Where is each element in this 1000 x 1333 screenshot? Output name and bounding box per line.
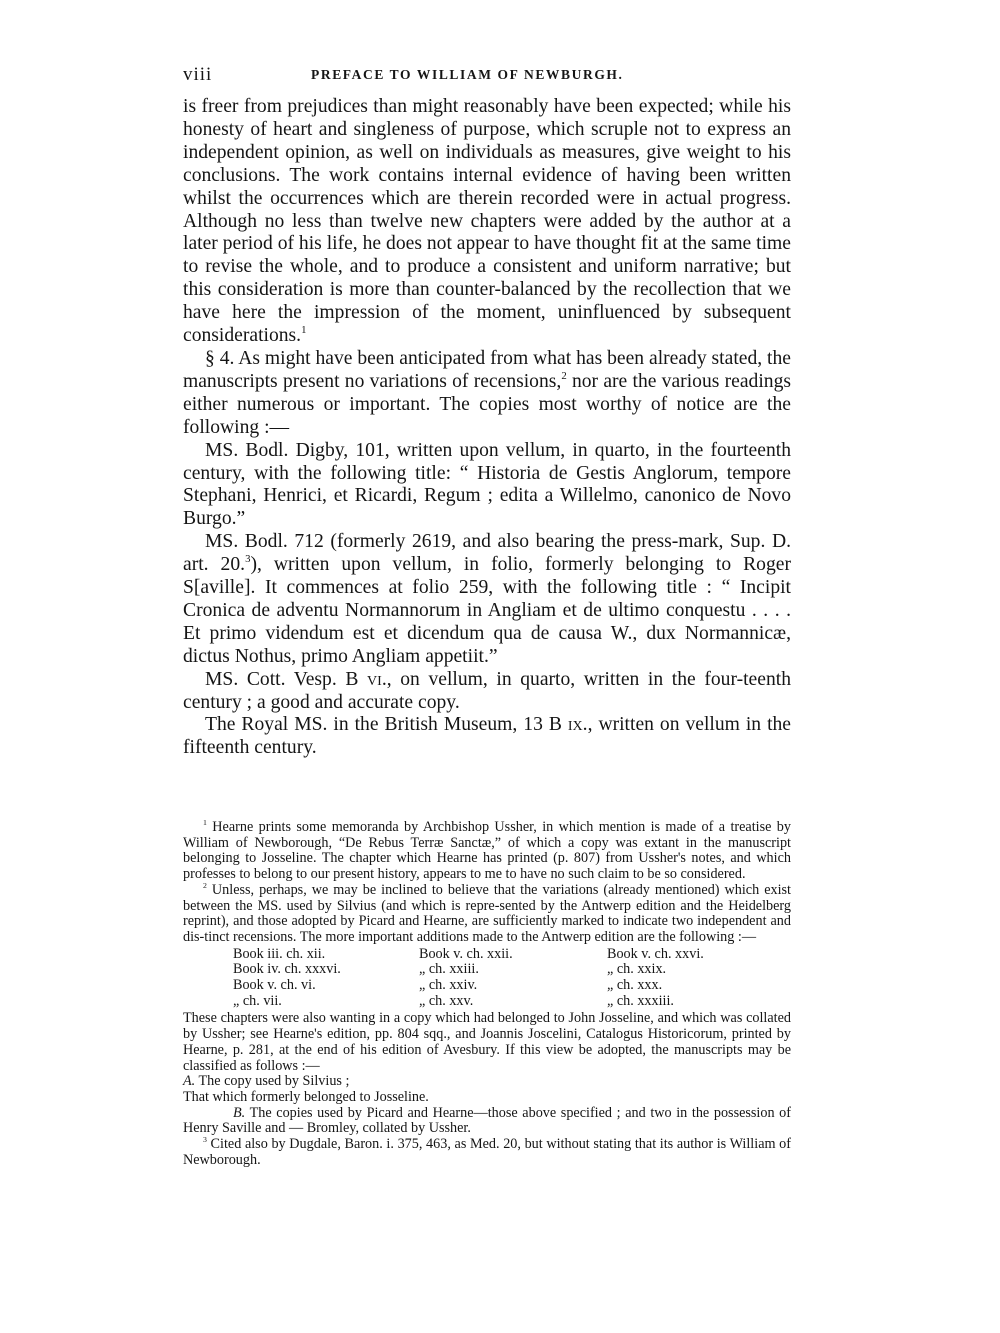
table-cell: Book v. ch. xxii. — [419, 945, 513, 962]
manuscript-cott-numeral: vi — [367, 668, 382, 690]
table-cell: „ ch. vii. — [233, 992, 282, 1009]
paragraph-2-text-a: § 4. As might have been anticipated from what has been already stated, the manuscripts present no variations of recensions, — [183, 347, 791, 392]
footnote-1-marker: 1 — [203, 818, 207, 828]
manuscript-royal-text-b: ., written on vellum in the fifteenth century. — [183, 714, 792, 759]
running-head: PREFACE TO WILLIAM OF NEWBURGH. — [311, 67, 624, 82]
classification-b — [183, 1106, 791, 1137]
table-cell: Book iv. ch. xxxvi. — [233, 961, 341, 978]
table-row — [233, 994, 704, 1010]
table-cell: „ ch. xxiii. — [419, 961, 479, 978]
classification-a-item-2: That which formerly belonged to Josseline. — [183, 1088, 429, 1105]
page-header — [183, 64, 793, 86]
footnote-3-marker: 3 — [203, 1135, 207, 1145]
footnote-2-continuation: These chapters were also wanting in a copy which had belonged to John Josseline, and which was collated by Ussher; see Hearne's edition, pp. 804 sqq., and Joannis Joscelini, Catalogus Historicorum, printed by Hearne, p. 281, at the end of his edition of Avesbury. If this view be adopted, the manuscripts may be classified as follows :— — [183, 1010, 791, 1074]
classification-b-text: The copies used by Picard and Hearne—those above specified ; and two in the possession of Henry Saville and — Bromley, collated by Ussher. — [183, 1104, 791, 1137]
manuscript-royal-numeral: ix — [567, 714, 583, 736]
table-row — [233, 962, 704, 978]
manuscript-royal — [183, 714, 791, 760]
table-row — [233, 978, 704, 994]
footnote-1-text: Hearne prints some memoranda by Archbishop Ussher, in which mention is made of a treatise by William of Newborough, “De Rebus Terræ Sanctæ,” of which a copy was extant in the manuscript belonging to Josseline. The chapter which Hearne has printed (p. 807) from Ussher's notes, and which professes to belong to our present history, appears to me to have no such claim to be so considered. — [183, 819, 791, 883]
manuscript-digby: MS. Bodl. Digby, 101, written upon vellum, in quarto, in the fourteenth century, with the following title: “ Historia de Gestis Anglorum, tempore Stephani, Henrici, et Ricardi, Regum ; edita a Willelmo, canonico de Novo Burgo.” — [183, 439, 791, 530]
table-cell: Book iii. ch. xii. — [233, 945, 326, 962]
page-number: viii — [183, 64, 213, 85]
paragraph-section-4 — [183, 348, 791, 440]
manuscript-cott-text-b: ., on vellum, in quarto, written in the four-teenth century ; a good and accurate copy. — [183, 668, 791, 713]
footnote-ref-2: 2 — [561, 369, 567, 382]
table-cell: „ ch. xxiv. — [419, 977, 478, 994]
paragraph-1 — [183, 96, 791, 348]
footnotes — [183, 820, 791, 1168]
manuscript-bodl-712 — [183, 531, 791, 668]
manuscript-cott-vesp — [183, 669, 791, 715]
footnote-ref-1: 1 — [301, 323, 307, 336]
paragraph-2-text-b: nor are the various readings either numerous or important. The copies most worthy of notice are the following :— — [183, 370, 791, 438]
paragraph-1-text: is freer from prejudices than might reasonably have been expected; while his honesty of heart and singleness of purpose, which scruple not to express an independent opinion, as well on individuals as measures, give weight to his conclusions. The work contains internal evidence of having been written whilst the occurrences which are therein recorded were in actual progress. Although no less than twelve new chapters were added by the author at a later period of his life, he does not appear to have thought fit at the same time to revise the whole, and to produce a consistent and uniform narrative; but this consideration is more than counter-balanced by the recollection that we have here the impression of the moment, uninfluenced by subsequent considerations. — [183, 96, 791, 347]
main-text — [183, 96, 791, 760]
table-cell: „ ch. xxix. — [607, 961, 667, 978]
footnote-2 — [183, 880, 791, 946]
footnote-3-text: Cited also by Dugdale, Baron. i. 375, 463, as Med. 20, but without stating that its author is William of Newborough. — [183, 1136, 791, 1168]
table-row — [233, 947, 704, 963]
manuscript-royal-text-a: The Royal MS. in the British Museum, 13 B — [205, 714, 568, 736]
table-cell: „ ch. xxxiii. — [607, 992, 674, 1009]
classification-a-label: A. — [183, 1073, 196, 1090]
chapter-table — [233, 947, 704, 1010]
classification-b-label: B. — [233, 1104, 246, 1121]
table-cell: „ ch. xxx. — [607, 977, 663, 994]
footnote-2-text: Unless, perhaps, we may be inclined to believe that the variations (already mentioned) which exist between the MS. used by Silvius (and which is repre-sented by the Antwerp edition and the Heidelberg reprint), and those adopted by Picard and Hearne, are sufficiently marked to indicate two independent and dis-tinct recensions. The more important additions made to the Antwerp edition are the following :— — [183, 881, 791, 945]
footnote-2-marker: 2 — [203, 880, 207, 890]
manuscript-bodl-712-text-a: MS. Bodl. 712 (formerly 2619, and also bearing the press-mark, Sup. D. art. 20. — [183, 531, 791, 576]
footnote-1 — [183, 820, 791, 883]
classification-a-item-1: The copy used by Silvius ; — [195, 1073, 350, 1090]
footnote-3 — [183, 1137, 791, 1168]
manuscript-bodl-712-text-b: ), written upon vellum, in folio, formerly belonging to Roger S[aville]. It commences at folio 259, with the following title : “ Incipit Cronica de adventu Normannorum in Angliam et de ultimo conquestu . . . . Et primo videndum est et dicendum qua de causa W., dux Normannicæ, dictus Nothus, primo Angliam appetiit.” — [183, 554, 791, 667]
table-cell: „ ch. xxv. — [419, 992, 474, 1009]
table-cell: Book v. ch. xxvi. — [607, 945, 704, 962]
manuscript-cott-text-a: MS. Cott. Vesp. B — [205, 668, 368, 690]
table-cell: Book v. ch. vi. — [233, 977, 316, 994]
classification-a — [183, 1074, 791, 1090]
footnote-ref-3: 3 — [245, 553, 251, 566]
